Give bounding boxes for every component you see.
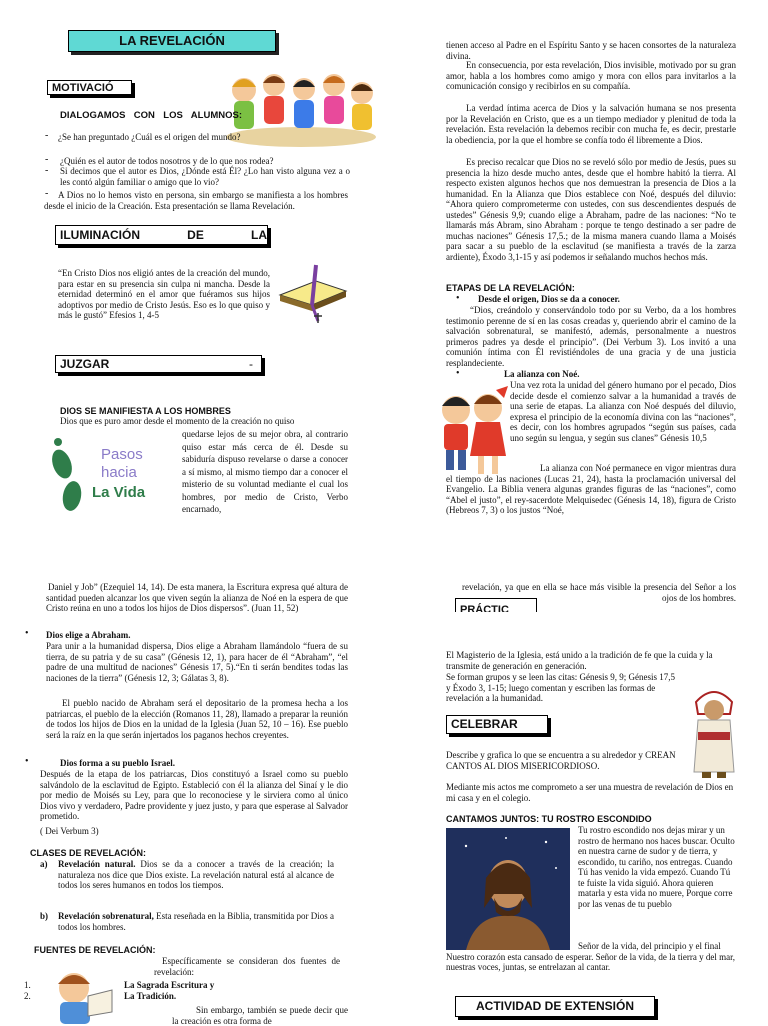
israel-text: Después de la etapa de los patriarcas, Dios constituyó a Israel como su pueblo salvándolo de la esclavitud de Egipto. Estableció con él la alianza del Sinaí y le dio por medio de Moisés su Ley, para que lo reconociese y le sirviera como al único Dios vivo y verdadero, Padre providente y juez justo, y para que esperase al Salvador prometido.: [40, 769, 348, 821]
page-title: [68, 30, 276, 52]
celebrar-text-1: Describe y grafica lo que se encuentra a su alrededor y CREAN CANTOS AL DIOS MISERICORDIOSO.: [446, 750, 676, 771]
etapa-2-text-b: La alianza con Noé permanece en vigor mientras dura el tiempo de las naciones (Lucas 21, 24), hasta la proclamación universal del Evangelio. La Biblia venera algunas grandes figuras de las “naciones”, como “Abel el justo”, el rey-sacerdote Melquisedec (Génesis 14, 18), figura de Cristo (Hebreos 7, 3) o los justos “Noé,: [446, 463, 736, 515]
r-para-2: En consecuencia, por esta revelación, Dios invisible, motivado por su gran amor, habla a los hombres como amigo y mora con ellos para invitarlos a la comunicación consigo y recibirlos en su compañía.: [446, 60, 736, 91]
practica-heading: PRÁCTIC: [455, 598, 537, 612]
israel-heading: Dios forma a su pueblo Israel.: [60, 758, 176, 768]
etapa-2-text: Una vez rota la unidad del género humano por el pecado, Dios decide desde el comienzo salvar a la humanidad a través de una serie de etapas. La alianza con Noé después del diluvio, expresa el principio de la economía divina con las “naciones”, es decir, con los hombres agrupados “según sus países, cada uno según su lengua, y según sus clanes” Génesis 10,5: [510, 380, 736, 443]
juzgar-heading: JUZGAR -: [55, 355, 262, 373]
pregunta-4: A Dios no lo hemos visto en persona, sin embargo se manifiesta a los hombres desde el inicio de la Creación. Esta presentación se llama Revelación.: [44, 190, 348, 211]
jesus-portrait-image: [446, 828, 570, 950]
motivacion-heading: MOTIVACIÓ: [47, 80, 132, 95]
bullet: •: [456, 293, 460, 304]
page-title-text: LA REVELACIÓN: [119, 33, 225, 48]
etapa-1-text: “Dios, creándolo y conservándolo todo por su Verbo, da a los hombres testimonio perenne de sí en las cosas creadas y, queriendo abrir el camino de la salvación sobrenatural, se manifestó, además, personalmente a nuestros primeros padres ya desde el principio”. (Dei Verbum 3). Los invitó a una comunión íntima con Él revistiéndoles de una gracia y de una justicia resplandeciente.: [446, 305, 736, 368]
p-para-1: revelación, ya que en ella se hace más visible la presencia del Señor a los ojos de los hombres.: [462, 582, 736, 603]
dios-manifiesta-text: quedarse lejos de su mejor obra, al contrario quiso estar más cerca de él. Desde su sabiduría dispuso revelarse o darse a conocer a sí mismo, al mismo tiempo dar a conocer el misterio de su voluntad mediante el cual los hombres, por medio de Cristo, Verbo encarnado,: [182, 429, 348, 514]
fuentes-heading: FUENTES DE REVELACIÓN:: [34, 945, 156, 955]
actividad-heading: ACTIVIDAD DE EXTENSIÓN: [455, 996, 655, 1017]
clase-b-heading: Revelación sobrenatural,: [58, 911, 154, 921]
iluminacion-heading: ILUMINACIÓN DE LA: [55, 225, 268, 245]
celebrar-heading: CELEBRAR: [446, 715, 548, 734]
cantamos-heading: CANTAMOS JUNTOS: TU ROSTRO ESCONDIDO: [446, 814, 652, 824]
efesios-quote: “En Cristo Dios nos eligió antes de la creación del mundo, para estar en su presencia sin culpa ni mancha. Desde la eternidad determinó en el amor que fuéramos sus hijos adoptivos por medio de Cristo Jesús. Eso es lo que quiso y más le gustó” Efesios 1, 4-5: [58, 268, 270, 320]
etapa-2-heading: La alianza con Noé.: [504, 369, 580, 379]
song-text-2: Señor de la vida, del principio y el final Nuestro corazón esta cansado de esperar. Señor de la vida, de la tierra y del mar, nuestras voces, juntas, se entrelazan al cantar.: [446, 941, 736, 972]
fuente-1: La Sagrada Escritura y: [124, 980, 215, 990]
pregunta-2: ¿Quién es el autor de todos nosotros y de lo que nos rodea?: [60, 156, 274, 166]
pregunta-3: Si decimos que el autor es Dios, ¿Dónde está Él? ¿Lo han visto alguna vez a o les contó algún familiar o amigo que lo vio?: [60, 166, 350, 187]
song-text: Tu rostro escondido nos dejas mirar y un rostro de hermano nos haces buscar. Oculto en nuestra carne de sudor y de tierra, y escondido, tu cariño, nos entregas. Cuando Tú has venido la vida empezó. Cuando Tú te fuiste la vida siguió. Ahora quieren matarla y esta vida no muere, Porque corre por las venas de tu pueblo: [578, 825, 735, 909]
clase-a-label: a): [40, 859, 48, 869]
clase-a-text: Revelación natural. Dios se da a conocer a través de la creación; la naturaleza nos dice que Dios existe. La revelación natural está al alcance de todos los seres humanos en todos los tiempos.: [58, 859, 334, 890]
fuente-2: La Tradición.: [124, 991, 177, 1001]
bullet: •: [25, 628, 29, 639]
r-para-4: Es preciso recalcar que Dios no se reveló sólo por medio de Jesús, pues su presencia la hizo desde mucho antes, desde que el hombre habitó la tierra. Al respecto existen algunos hechos que nos demuestran la presencia de Dios a la humanidad. En la Alianza que Dios establece con Noé, después del diluvio: “Ahora quiero comprometerme con ustedes, con sus descendientes después de ustedes” Génesis 9,9; cuando elige a Abraham, padre de las naciones: “No te llamarás más Abram, sino Abraham : porque te tengo destinado a ser padre de muchas naciones” Génesis 17,5.; de la misma manera cuando llama a Moisés para sacar a su pueblo de la esclavitud (se manifiesta a través de la zarza ardiente), Éxodo 3,1-15 y así podemos ir señalando muchos hechos más.: [446, 157, 736, 262]
israel-ref: ( Dei Verbum 3): [40, 826, 99, 836]
abraham-text: Para unir a la humanidad dispersa, Dios elige a Abraham llamándolo “fuera de su tierra, de su patria y de su casa” (Génesis 12, 1), para hacer de él “Abraham”, “el padre de una multitud de naciones” Génesis 17, 5).“En ti serán bendites todas las naciones de la tierra” (Génesis 12, 3; Gálatas 3, 8).: [46, 641, 348, 683]
fuente-2-num: 2.: [24, 991, 31, 1001]
bullet-dash: -: [45, 188, 49, 199]
bullet-dash: -: [45, 130, 49, 141]
sin-embargo-text: Sin embargo, también se puede decir que la creación es otra forma de: [172, 1005, 348, 1026]
fuente-1-num: 1.: [24, 980, 31, 990]
bullet-dash: -: [45, 154, 49, 165]
shepherd-illustration: [690, 680, 738, 780]
b-para-1: Daniel y Job” (Ezequiel 14, 14). De esta manera, la Escritura expresa qué altura de santidad pueden alcanzar los que viven según la alianza de Noé en la espera de que Cristo reúna en uno a todos los hijos de Dios dispersos”. (Juan 11, 52): [46, 582, 348, 613]
clase-b-label: b): [40, 911, 49, 921]
etapa-1-heading: Desde el origen, Dios se da a conocer.: [478, 294, 620, 304]
bullet-dash: -: [45, 165, 49, 176]
dios-manifiesta-heading: DIOS SE MANIFIESTA A LOS HOMBRES: [60, 406, 231, 416]
clase-a-heading: Revelación natural.: [58, 859, 136, 869]
dios-manifiesta-line1: Dios que es puro amor desde el momento de la creación no quiso: [60, 416, 295, 426]
r-para-1: tienen acceso al Padre en el Espíritu Santo y se hacen consortes de la naturaleza divina.: [446, 40, 736, 61]
pregunta-1: ¿Se han preguntado ¿Cuál es el origen del mundo?: [58, 132, 241, 142]
abraham-text-2: El pueblo nacido de Abraham será el depositario de la promesa hecha a los patriarcas, el pueblo de la elección (Romanos 11, 28), llamado a preparar la reunión de todos los hijos de Dios en la unidad de la Iglesia (Juan 52, 10 – 16). Ese pueblo será la raíz en la que serán injertados los paganos hechos creyentes.: [46, 698, 348, 740]
bullet: •: [456, 368, 460, 379]
clases-heading: CLASES DE REVELACIÓN:: [30, 848, 147, 858]
dialogamos-heading: DIALOGAMOS CON LOS ALUMNOS:: [60, 110, 242, 121]
bible-illustration: [276, 255, 350, 325]
clase-b-text: Revelación sobrenatural, Esta reseñada en la Biblia, transmitida por Dios a todos los hombres.: [58, 911, 335, 932]
r-para-3: La verdad íntima acerca de Dios y la salvación humana se nos presenta por la Revelación en Cristo, que es a un tiempo mediador y plenitud de toda la revelación. Esta revelación la debemos recibir con mucha fe, es decir, prestarle la obediencia, por la que el hombre se confía todo él libremente a Dios.: [446, 103, 736, 145]
grupos-text: Se forman grupos y se leen las citas: Génesis 9, 9; Génesis 17,5 y Éxodo 3, 1-15; luego comentan y escriben las formas de revelación a la humanidad.: [446, 672, 675, 703]
magisterio-text: El Magisterio de la Iglesia, está unido a la tradición de fe que la cuida y la transmite de generación en generación.: [446, 650, 713, 671]
abraham-heading: Dios elige a Abraham.: [46, 630, 131, 640]
kissing-kids-illustration: [436, 384, 512, 484]
bullet: •: [25, 756, 29, 767]
fuentes-text: Específicamente se consideran dos fuentes de revelación:: [154, 956, 340, 977]
celebrar-text-2: Mediante mis actos me comprometo a ser una muestra de revelación de Dios en mi casa y en el colegio.: [446, 782, 734, 803]
pasos-hacia-la-vida-logo: Pasos hacia La Vida: [46, 428, 168, 520]
boy-reading-illustration: [44, 966, 116, 1024]
etapas-heading: ETAPAS DE LA REVELACIÓN:: [446, 283, 575, 293]
